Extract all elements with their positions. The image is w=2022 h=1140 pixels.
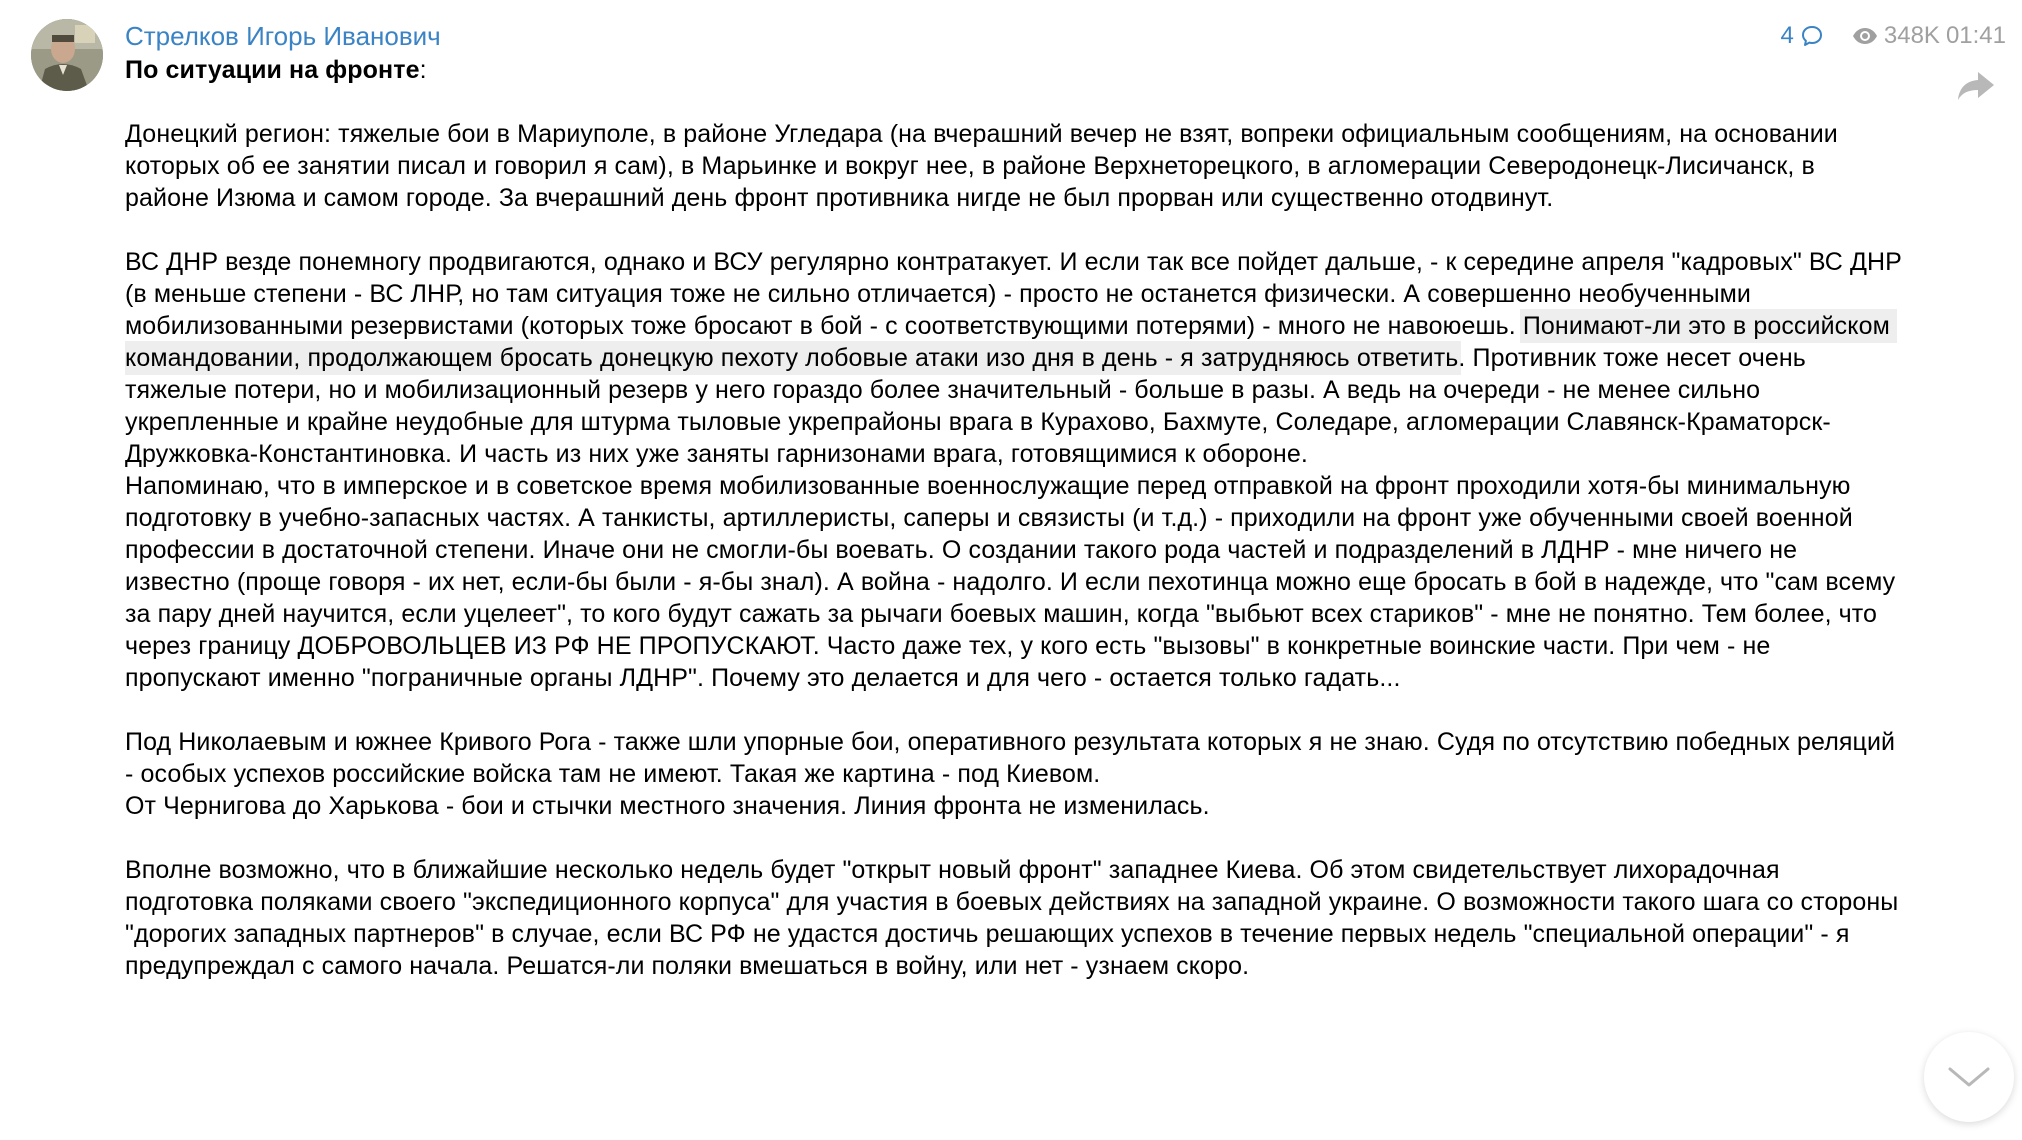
post-title: По ситуации на фронте [125, 56, 420, 84]
comment-bubble-icon[interactable] [1800, 24, 1824, 48]
view-count: 348K [1883, 22, 1940, 49]
avatar[interactable] [31, 19, 103, 91]
post-meta [1781, 18, 2006, 54]
paragraph-2-start: ВС ДНР везде понемногу продвигаются, однако и ВСУ регулярно контратакует. И если так все пойдет дальше, - к середине апреля "кадровых" ВС ДНР (в меньше степени - ВС ЛНР, но там ситуация тоже не сильно отличается) - просто не останется физически. А совершенно необученными мобилизованными резервистами (которых тоже бросают в бой - с соответствующими потерями) - много не навоюешь. [125, 248, 1909, 340]
paragraph-1: Донецкий регион: тяжелые бои в Мариуполе, в районе Угледара (на вчерашний вечер не взят, вопреки официальным сообщениям, на основании которых об ее занятии писал и говорил я сам), в Марьинке и вокруг нее, в районе Верхнеторецкого, в агломерации Северодонецк-Лисичанск, в районе Изюма и самом городе. За вчерашний день фронт противника нигде не был прорван или существенно отодвинут. [125, 120, 1845, 212]
post-author[interactable]: Стрелков Игорь Иванович [125, 21, 441, 51]
paragraph-2 [125, 246, 1909, 470]
paragraph-4a: Под Николаевым и южнее Кривого Рога - также шли упорные бои, оперативного результата которых я не знаю. Судя по отсутствию победных реляций - особых успехов российские войска там не имеют. Такая же картина - под Киевом. [125, 728, 1903, 788]
share-arrow-icon[interactable] [1956, 68, 1996, 104]
post-title-line [125, 54, 1905, 86]
paragraph-5: Вполне возможно, что в ближайшие несколько недель будет "открыт новый фронт" западнее Киева. Об этом свидетельствует лихорадочная подготовка поляками своего "экспедиционного корпуса" для участия в боевых действиях на западной украине. О возможности такого шага со стороны "дорогих западных партнеров" в случае, если ВС РФ не удастся достичь решающих успехов в течение первых недель "специальной операции" - я предупреждал с самого начала. Решатся-ли поляки вмешаться в войну, или нет - узнаем скоро. [125, 856, 1906, 980]
highlighted-text: Понимают-ли это в российском командовании, продолжающем бросать донецкую пехоту лобовые атаки изо дня в день - я затрудняюсь ответить [125, 312, 1897, 372]
post-text [125, 54, 1909, 982]
share-button[interactable] [1956, 68, 1996, 104]
post-title-suffix: : [419, 56, 427, 84]
paragraph-4b: От Чернигова до Харькова - бои и стычки местного значения. Линия фронта не изменилась. [125, 792, 1210, 820]
eye-icon [1852, 27, 1878, 45]
channel-post [125, 18, 1909, 982]
scroll-down-button[interactable] [1924, 1032, 2014, 1122]
paragraph-3: Напоминаю, что в имперское и в советское время мобилизованные военнослужащие перед отправкой на фронт проходили хотя-бы минимальную подготовку в учебно-запасных частях. А танкисты, артиллеристы, саперы и связисты (и т.д.) - приходили на фронт уже обученными своей военной профессии в достаточной степени. Иначе они не смогли-бы воевать. О создании такого рода частей и подразделений в ЛДНР - мне ничего не известно (проще говоря - их нет, если-бы были - я-бы знал). А война - надолго. И если пехотинца можно еще бросать в бой в надежде, что "сам всему за пару дней научится, если уцелеет", то кого будут сажать за рычаги боевых машин, когда "выбьют всех стариков" - мне не понятно. Тем более, что через границу ДОБРОВОЛЬЦЕВ ИЗ РФ НЕ ПРОПУСКАЮТ. Часто даже тех, у кого есть "вызовы" в конкретные воинские части. При чем - не пропускают именно "пограничные органы ЛДНР". Почему это делается и для чего - остается только гадать... [125, 472, 1903, 692]
post-time: 01:41 [1945, 22, 2006, 49]
reply-count[interactable]: 4 [1780, 22, 1794, 49]
paragraph-2-end: . Противник тоже несет очень тяжелые потери, но и мобилизационный резерв у него гораздо более значительный - больше в разы. А ведь на очереди - не менее сильно укрепленные и крайне неудобные для штурма тыловые укрепрайоны врага в Курахово, Бахмуте, Соледаре, агломерации Славянск-Краматорск-Дружковка-Константиновка. И часть из них уже заняты гарнизонами врага, готовящимися к обороне. [125, 344, 1831, 468]
chevron-down-icon[interactable] [1947, 1065, 1991, 1089]
